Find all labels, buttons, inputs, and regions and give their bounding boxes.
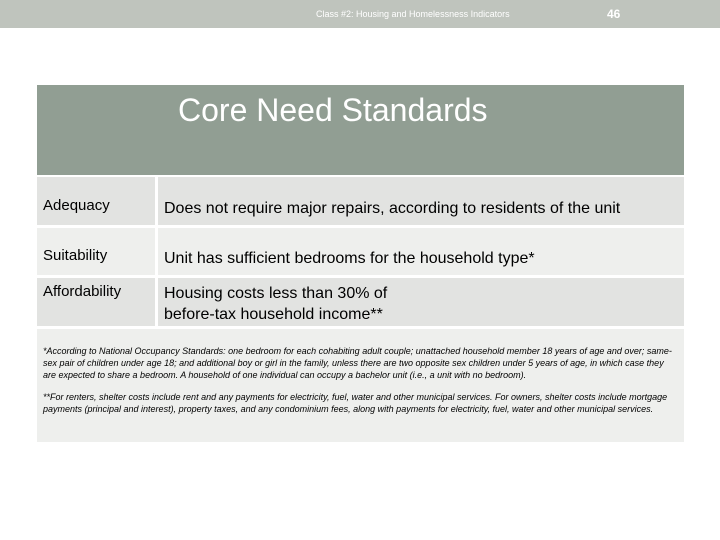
row-value-line-2: before-tax household income** (164, 306, 383, 323)
row-label: Affordability (37, 278, 155, 326)
row-value-line-1: Housing costs less than 30% of (164, 285, 388, 302)
row-value: Unit has sufficient bedrooms for the household type* (158, 228, 684, 275)
slide-title: Core Need Standards (178, 92, 488, 128)
slide-header-title: Class #2: Housing and Homelessness Indicators (316, 9, 510, 19)
row-label: Suitability (37, 228, 155, 275)
table-row-affordability (37, 278, 684, 326)
footnotes-box (37, 329, 684, 442)
table-row-suitability (37, 228, 684, 275)
row-label: Adequacy (37, 177, 155, 225)
slide-header-bar (0, 0, 720, 28)
table-row-adequacy (37, 177, 684, 225)
row-value (158, 278, 684, 326)
row-value: Does not require major repairs, according to residents of the unit (158, 177, 684, 225)
footnote-occupancy: *According to National Occupancy Standards: one bedroom for each cohabiting adult couple; unattached household member 18 years of age and over; same-sex pair of children under age 18; and additional boy or girl in the family, unless there are two opposite sex children under 5 years of age, in which case they are expected to share a bedroom. A household of one individual can occupy a bachelor unit (i.e., a unit with no bedroom). (43, 346, 672, 380)
page-number: 46 (607, 7, 621, 21)
footnote-shelter-costs: **For renters, shelter costs include rent and any payments for electricity, fuel, water and other municipal services. For owners, shelter costs include mortgage payments (principal and interest), property taxes, and any condominium fees, along with payments for electricity, fuel, water and other municipal services. (43, 392, 668, 414)
